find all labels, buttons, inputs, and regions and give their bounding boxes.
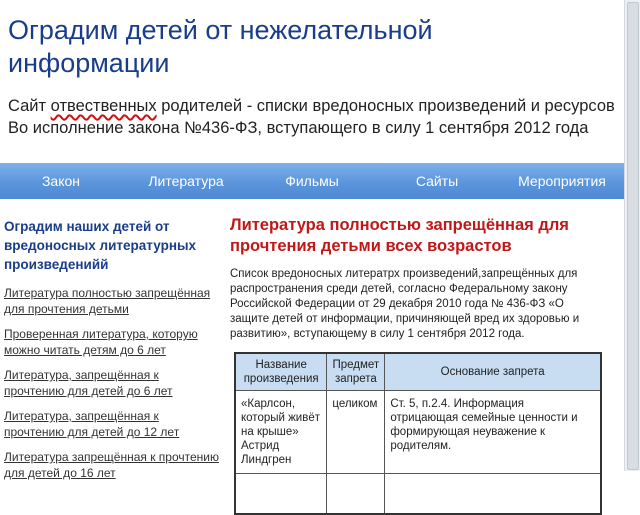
nav-item-sites[interactable]: Сайты <box>415 173 459 189</box>
site-title: Оградим детей от нежелательной информации <box>8 15 433 78</box>
nav-item-events[interactable]: Мероприятия <box>518 173 606 189</box>
sidebar-link-banned-under-12[interactable]: Литература, запрещённая к прочтению для детей до 12 лет <box>4 409 180 439</box>
tagline-line-1 <box>8 95 620 117</box>
sidebar-link-approved-under-6[interactable]: Проверенная литература, которую можно читать детям до 6 лет <box>4 327 198 357</box>
sidebar-link-fully-banned[interactable]: Литература полностью запрещённая для прочтения детьми <box>4 286 211 316</box>
nav-item-films[interactable]: Фильмы <box>285 173 339 189</box>
sidebar-title: Оградим наших детей от вредоносных литературных произведенийй <box>4 219 197 272</box>
site-tagline <box>8 95 620 139</box>
sidebar-links <box>4 285 220 490</box>
cell-empty <box>327 474 385 514</box>
table-row <box>235 391 601 474</box>
sidebar-link-banned-under-16[interactable]: Литература запрещённая к прочтению для детей до 16 лет <box>4 450 219 480</box>
intro-paragraph: Список вредоносных литератрх произведений,запрещённых для распространения среди детей, согласно Федеральному закону Российской Федерации от 29 декабря 2010 года № 436-ФЗ «О защите детей от информации, причиняющей вред их здоровью и развитию», вступающему в силу 1 сентября 2012 года. <box>230 268 580 340</box>
main-nav <box>0 163 624 199</box>
misspelled-word[interactable]: отвественных <box>50 97 157 115</box>
column-header-subject: Предмет запрета <box>327 353 385 391</box>
column-header-reason: Основание запрета <box>385 353 601 391</box>
main-content <box>230 199 620 471</box>
nav-item-law[interactable]: Закон <box>41 173 81 189</box>
table-row <box>235 474 601 514</box>
page-heading: Литература полностью запрещённая для прочтения детьми всех возрастов <box>230 216 569 255</box>
site-header <box>0 0 624 163</box>
cell-empty <box>235 474 327 514</box>
cell-work-title: «Карлсон, который живёт на крыше» Астрид Линдгрен <box>235 391 327 474</box>
column-header-title: Название произведения <box>235 353 327 391</box>
scrollbar-thumb[interactable] <box>627 2 639 470</box>
cell-empty <box>385 474 601 514</box>
tagline-line-2: Во исполнение закона №436-ФЗ, вступающего в силу 1 сентября 2012 года <box>8 119 589 137</box>
tagline-line-1-end: родителей - списки вредоносных произведений и ресурсов <box>156 97 615 115</box>
banned-works-table <box>234 352 602 515</box>
nav-item-literature[interactable]: Литература <box>148 173 224 189</box>
sidebar-link-banned-under-6[interactable]: Литература, запрещённая к прочтению для детей до 6 лет <box>4 368 173 398</box>
cell-ban-reason: Ст. 5, п.2.4. Информация отрицающая семейные ценности и формирующая неуважение к родителям. <box>385 391 601 474</box>
cell-ban-subject: целиком <box>327 391 385 474</box>
vertical-scrollbar[interactable] <box>624 0 640 471</box>
sidebar <box>0 199 222 480</box>
table-header-row <box>235 353 601 391</box>
tagline-line-1-start: Сайт <box>8 97 51 115</box>
